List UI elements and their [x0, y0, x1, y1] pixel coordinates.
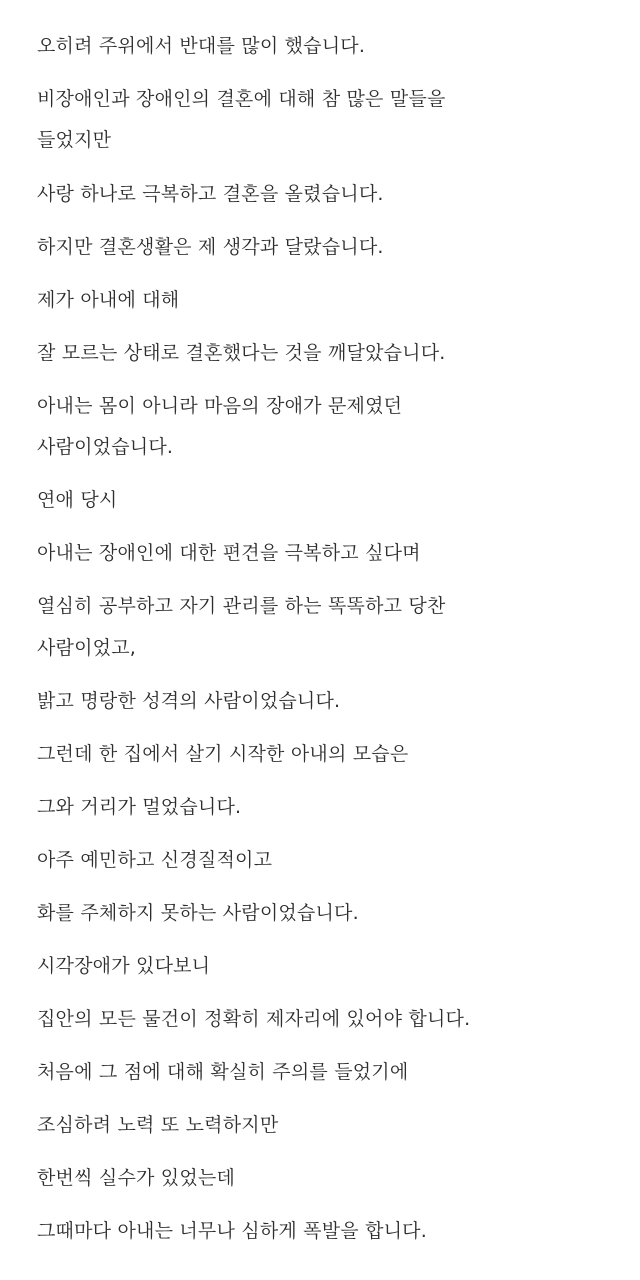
- text-line: 연애 당시: [37, 489, 118, 511]
- text-line: 사랑 하나로 극복하고 결혼을 올렸습니다.: [37, 183, 384, 205]
- text-line: 처음에 그 점에 대해 확실히 주의를 들었기에: [37, 1061, 409, 1083]
- text-line: 사람이었고,: [37, 637, 137, 659]
- text-line: 제가 아내에 대해: [37, 289, 180, 311]
- text-line: 아주 예민하고 신경질적이고: [37, 849, 273, 871]
- text-line: 열심히 공부하고 자기 관리를 하는 똑똑하고 당찬: [37, 595, 446, 617]
- text-line: 아내는 몸이 아니라 마음의 장애가 문제였던: [37, 395, 403, 417]
- text-line: 시각장애가 있다보니: [37, 955, 211, 977]
- text-line: 집안의 모든 물건이 정확히 제자리에 있어야 합니다.: [37, 1008, 471, 1030]
- text-line: 밝고 명랑한 성격의 사람이었습니다.: [37, 690, 341, 712]
- text-line: 조심하려 노력 또 노력하지만: [37, 1114, 279, 1136]
- text-line: 잘 모르는 상태로 결혼했다는 것을 깨달았습니다.: [37, 342, 446, 364]
- text-line: 하지만 결혼생활은 제 생각과 달랐습니다.: [37, 236, 384, 258]
- text-line: 사람이었습니다.: [37, 436, 174, 458]
- text-line: 비장애인과 장애인의 결혼에 대해 참 많은 말들을: [37, 88, 446, 110]
- text-line: 그런데 한 집에서 살기 시작한 아내의 모습은: [37, 743, 409, 765]
- text-line: 화를 주체하지 못하는 사람이었습니다.: [37, 902, 359, 924]
- text-line: 그때마다 아내는 너무나 심하게 폭발을 합니다.: [37, 1220, 427, 1242]
- text-line: 한번씩 실수가 있었는데: [37, 1167, 236, 1189]
- text-line: 들었지만: [37, 129, 112, 151]
- text-line: 오히려 주위에서 반대를 많이 했습니다.: [37, 35, 366, 57]
- text-line: 아내는 장애인에 대한 편견을 극복하고 싶다며: [37, 542, 421, 564]
- text-line: 그와 거리가 멀었습니다.: [37, 796, 242, 818]
